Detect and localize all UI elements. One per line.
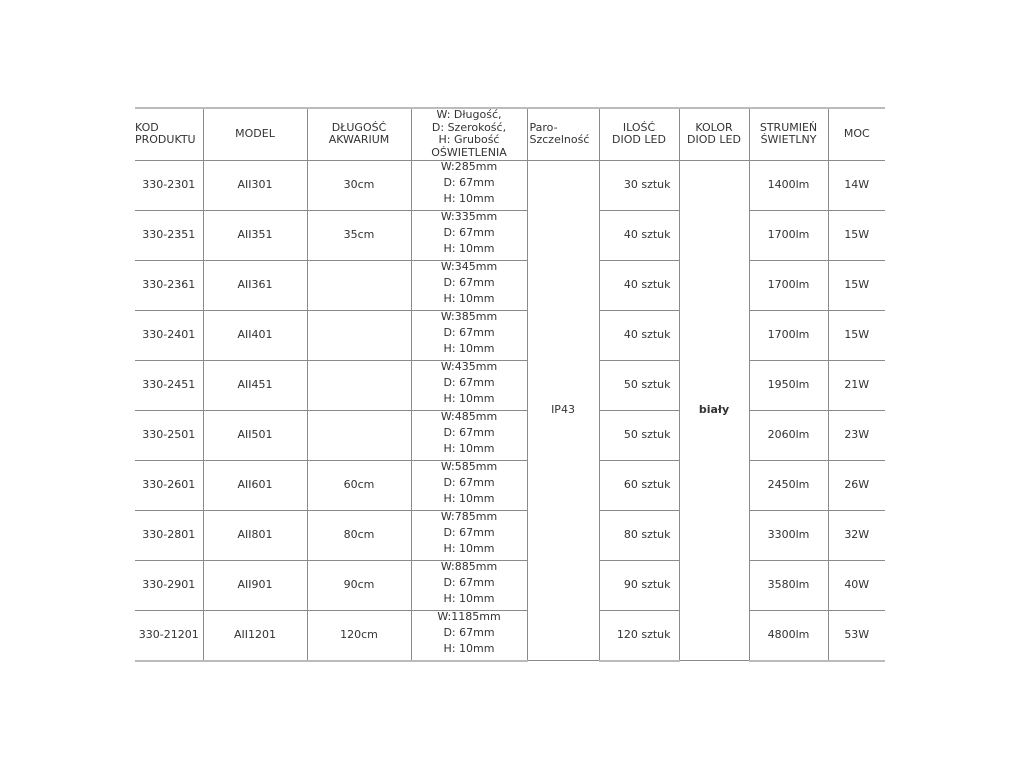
model-cell: AII801: [203, 510, 307, 560]
header-code: [135, 108, 203, 160]
dimension-h: H: 10mm: [443, 592, 495, 606]
dimension-d: D: 67mm: [443, 226, 495, 240]
product-code-cell: 330-2501: [135, 410, 203, 460]
power-cell: 21W: [828, 360, 885, 410]
luminous-flux-cell: 2450lm: [749, 460, 828, 510]
table-row: [135, 360, 885, 410]
dimension-w: W:885mm: [440, 560, 498, 574]
table-row: [135, 260, 885, 310]
luminous-flux-cell: 3580lm: [749, 560, 828, 610]
dimension-d: D: 67mm: [443, 526, 495, 540]
dimensions-cell: [411, 610, 527, 661]
table-row: [135, 310, 885, 360]
model-cell: AII301: [203, 160, 307, 210]
dimensions-cell: [411, 360, 527, 410]
dimensions-cell: [411, 410, 527, 460]
power-cell: 40W: [828, 560, 885, 610]
power-cell: 15W: [828, 210, 885, 260]
table-row: [135, 210, 885, 260]
dimension-h: H: 10mm: [443, 642, 495, 656]
product-code-cell: 330-2801: [135, 510, 203, 560]
led-quantity-cell: 120 sztuk: [599, 610, 679, 661]
header-luminous-flux: [749, 108, 828, 160]
dimension-w: W:345mm: [440, 260, 498, 274]
table-body: [135, 160, 885, 661]
luminous-flux-cell: 1700lm: [749, 210, 828, 260]
model-cell: AII601: [203, 460, 307, 510]
dimensions-cell: [411, 510, 527, 560]
dimension-h: H: 10mm: [443, 342, 495, 356]
product-code-cell: 330-2301: [135, 160, 203, 210]
table-row: [135, 510, 885, 560]
table-row: [135, 410, 885, 460]
aquarium-length-cell: [307, 260, 411, 310]
dimensions-cell: [411, 310, 527, 360]
dimension-h: H: 10mm: [443, 392, 495, 406]
aquarium-length-cell: 120cm: [307, 610, 411, 661]
model-cell: AII901: [203, 560, 307, 610]
luminous-flux-cell: 1700lm: [749, 310, 828, 360]
dimension-d: D: 67mm: [443, 176, 495, 190]
dimension-d: D: 67mm: [443, 426, 495, 440]
header-code-line1: KOD: [135, 120, 159, 134]
header-color-line1: KOLOR: [695, 120, 733, 134]
product-spec-table: [135, 107, 885, 662]
aquarium-length-cell: 35cm: [307, 210, 411, 260]
table-row: [135, 560, 885, 610]
header-length-line2: AKWARIUM: [328, 133, 390, 147]
dimension-w: W:285mm: [440, 160, 498, 174]
luminous-flux-cell: 1700lm: [749, 260, 828, 310]
dimension-h: H: 10mm: [443, 192, 495, 206]
table-row: [135, 460, 885, 510]
header-color-line2: DIOD LED: [687, 133, 741, 147]
led-quantity-cell: 90 sztuk: [599, 560, 679, 610]
header-row: [135, 108, 885, 160]
luminous-flux-cell: 1950lm: [749, 360, 828, 410]
dimension-d: D: 67mm: [443, 276, 495, 290]
aquarium-length-cell: 80cm: [307, 510, 411, 560]
dimension-d: D: 67mm: [443, 476, 495, 490]
dimensions-cell: [411, 560, 527, 610]
header-vapor-tightness: [527, 108, 599, 160]
led-quantity-cell: 50 sztuk: [599, 360, 679, 410]
luminous-flux-cell: 2060lm: [749, 410, 828, 460]
aquarium-length-cell: [307, 310, 411, 360]
dimension-h: H: 10mm: [443, 542, 495, 556]
dimension-w: W:335mm: [440, 210, 498, 224]
power-cell: 14W: [828, 160, 885, 210]
model-cell: AII351: [203, 210, 307, 260]
led-color-cell: biały: [679, 160, 749, 661]
led-quantity-cell: 50 sztuk: [599, 410, 679, 460]
product-code-cell: 330-2361: [135, 260, 203, 310]
header-dims-line3: H: Grubość: [438, 133, 500, 147]
header-dimensions: [411, 108, 527, 160]
product-code-cell: 330-2351: [135, 210, 203, 260]
dimension-w: W:385mm: [440, 310, 498, 324]
product-code-cell: 330-2601: [135, 460, 203, 510]
product-code-cell: 330-2901: [135, 560, 203, 610]
led-quantity-cell: 80 sztuk: [599, 510, 679, 560]
aquarium-length-cell: [307, 360, 411, 410]
power-cell: 26W: [828, 460, 885, 510]
header-dims-line2: D: Szerokość,: [431, 120, 507, 134]
luminous-flux-cell: 3300lm: [749, 510, 828, 560]
power-cell: 32W: [828, 510, 885, 560]
power-cell: 15W: [828, 310, 885, 360]
dimension-d: D: 67mm: [443, 626, 495, 640]
header-qty-line2: DIOD LED: [612, 133, 666, 147]
header-flux-line1: STRUMIEŃ: [759, 120, 818, 134]
table-row: [135, 160, 885, 210]
header-length-line1: DŁUGOŚĆ: [331, 120, 387, 134]
header-dims-line1: W: Długość,: [436, 108, 502, 121]
header-power: MOC: [828, 108, 885, 160]
ip-rating-cell: IP43: [527, 160, 599, 661]
power-cell: 53W: [828, 610, 885, 661]
header-led-color: [679, 108, 749, 160]
model-cell: AII401: [203, 310, 307, 360]
dimension-h: H: 10mm: [443, 242, 495, 256]
dimensions-cell: [411, 260, 527, 310]
dimension-d: D: 67mm: [443, 376, 495, 390]
header-model: MODEL: [203, 108, 307, 160]
product-code-cell: 330-2451: [135, 360, 203, 410]
header-dims-line4: OŚWIETLENIA: [431, 145, 507, 159]
luminous-flux-cell: 4800lm: [749, 610, 828, 661]
table-row: [135, 610, 885, 661]
product-code-cell: 330-21201: [135, 610, 203, 661]
dimension-h: H: 10mm: [443, 292, 495, 306]
model-cell: AII501: [203, 410, 307, 460]
dimensions-cell: [411, 160, 527, 210]
dimension-w: W:785mm: [440, 510, 498, 524]
led-quantity-cell: 30 sztuk: [599, 160, 679, 210]
led-quantity-cell: 40 sztuk: [599, 210, 679, 260]
led-quantity-cell: 40 sztuk: [599, 310, 679, 360]
power-cell: 23W: [828, 410, 885, 460]
dimensions-cell: [411, 460, 527, 510]
dimension-h: H: 10mm: [443, 442, 495, 456]
luminous-flux-cell: 1400lm: [749, 160, 828, 210]
model-cell: AII1201: [203, 610, 307, 661]
aquarium-length-cell: 60cm: [307, 460, 411, 510]
header-qty-line1: ILOŚĆ: [622, 120, 656, 134]
aquarium-length-cell: 90cm: [307, 560, 411, 610]
aquarium-length-cell: 30cm: [307, 160, 411, 210]
header-para-line2: Szczelność: [529, 133, 590, 147]
dimension-d: D: 67mm: [443, 326, 495, 340]
dimensions-cell: [411, 210, 527, 260]
product-code-cell: 330-2401: [135, 310, 203, 360]
header-para-line1: Paro-: [529, 120, 558, 134]
dimension-w: W:585mm: [440, 460, 498, 474]
model-cell: AII361: [203, 260, 307, 310]
header-code-line2: PRODUKTU: [135, 133, 196, 147]
led-quantity-cell: 40 sztuk: [599, 260, 679, 310]
model-cell: AII451: [203, 360, 307, 410]
header-length: [307, 108, 411, 160]
dimension-w: W:1185mm: [437, 610, 501, 624]
header-led-quantity: [599, 108, 679, 160]
dimension-d: D: 67mm: [443, 576, 495, 590]
header-flux-line2: ŚWIETLNY: [760, 133, 817, 147]
aquarium-length-cell: [307, 410, 411, 460]
dimension-w: W:435mm: [440, 360, 498, 374]
dimension-h: H: 10mm: [443, 492, 495, 506]
led-quantity-cell: 60 sztuk: [599, 460, 679, 510]
dimension-w: W:485mm: [440, 410, 498, 424]
power-cell: 15W: [828, 260, 885, 310]
